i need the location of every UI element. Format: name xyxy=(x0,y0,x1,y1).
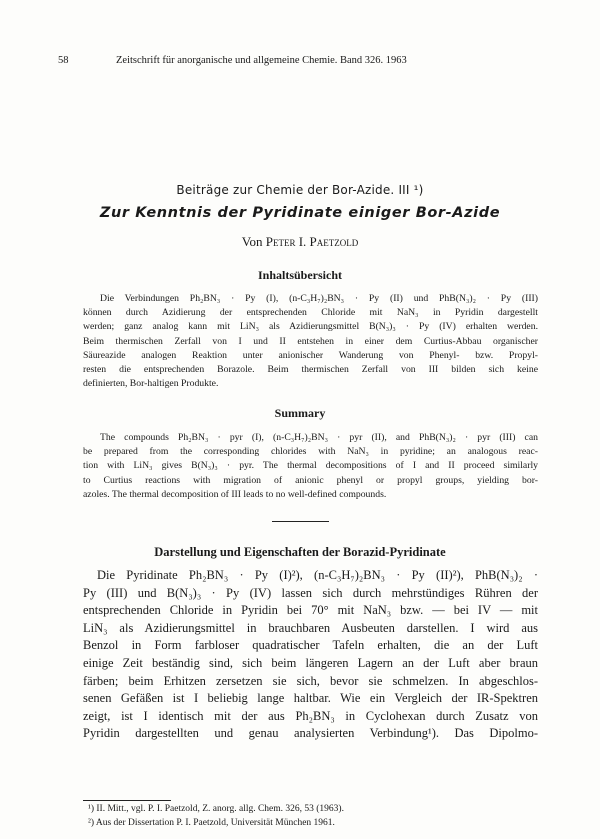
footnote-rule xyxy=(83,800,171,801)
section-heading: Darstellung und Eigenschaften der Borazid-Pyridinate xyxy=(154,545,446,559)
text-line: zeigt, ist I identisch mit der aus Ph₂BN₃ in Cyclohexan durch Zusatz von xyxy=(83,708,538,723)
footnote: ¹) II. Mitt., vgl. P. I. Paetzold, Z. anorg. allg. Chem. 326, 53 (1963). xyxy=(88,804,344,814)
text-line: senen Gefäßen ist I beliebig lange haltbar. Wie ein Vergleich der IR-Spektren xyxy=(83,691,538,706)
text-line: be prepared from the corresponding chlorides with NaN₃ in pyridine; an analogous reac- xyxy=(83,446,538,458)
text-line: azoles. The thermal decomposition of III leads to no well-defined compounds. xyxy=(83,488,387,500)
text-line: Pyridin dargestellten und genau analysierten Verbindung¹). Das Dipolmo- xyxy=(83,726,538,741)
text-line: Beim thermischen Zerfall von I und II entstehen in einer dem Curtius-Abbau organischer xyxy=(83,335,538,347)
text-line: The compounds Ph₂BN₃ · pyr (I), (n-C₃H₇)₂BN₃ · pyr (II), and PhB(N₃)₂ · pyr (III) can xyxy=(100,432,538,443)
text-line: to Curtius reactions with migration of anionic phenyl or propyl groups, yielding bor- xyxy=(83,474,538,486)
running-header xyxy=(58,55,543,69)
text-line: werden; ganz analog kann mit LiN₃ als Azidierungsmittel B(N₃)₃ · Py (IV) erhalten werden. xyxy=(83,321,538,333)
text-line: Die Pyridinate Ph₂BN₃ · Py (I)²), (n-C₃H₇)₂BN₃ · Py (II)²), PhB(N₃)₂ · xyxy=(97,568,538,582)
author-prefix: Von xyxy=(241,234,263,249)
section-body xyxy=(83,567,538,743)
footnote: ²) Aus der Dissertation P. I. Paetzold, Universität München 1961. xyxy=(88,817,335,828)
inhaltsuebersicht-heading: Inhaltsübersicht xyxy=(257,268,343,282)
inhaltsuebersicht-text xyxy=(83,292,538,391)
text-line: einige Zeit beständig sind, sich beim längeren Lagern an der Luft aber braun xyxy=(83,655,538,670)
page-number: 58 xyxy=(58,55,69,66)
summary-text xyxy=(83,431,538,502)
footnotes xyxy=(88,803,344,830)
article-title: Zur Kenntnis der Pyridinate einiger Bor-Azide xyxy=(99,205,501,221)
text-line: resten die entsprechenden Borazole. Beim thermischen Zerfall von III bilden sich keine xyxy=(83,364,538,376)
text-line: definierten, Bor-haltigen Produkte. xyxy=(83,378,219,390)
text-line: LiN₃ als Azidierungsmittel in brauchbaren Ausbeuten darstellen. I wird aus xyxy=(83,620,538,635)
author-line xyxy=(0,234,600,250)
text-line: entsprechenden Chloride in Pyridin bei 70° mit NaN₃ bzw. — bei IV — mit xyxy=(83,603,538,618)
text-line: färben; beim Erhitzen zersetzen sie sich, bevor sie schmelzen. In abgeschlos- xyxy=(83,673,538,688)
journal-title: Zeitschrift für anorganische und allgemeine Chemie. Band 326. 1963 xyxy=(116,55,407,66)
text-line: Py (III) und B(N₃)₃ · Py (IV) lassen sich durch mehrstündiges Rühren der xyxy=(83,585,538,600)
author-name: Peter I. Paetzold xyxy=(265,234,359,249)
text-line: Säureazide analogen Reaktion unter anionischer Wanderung von Phenyl- bzw. Propyl- xyxy=(83,349,538,361)
text-line: tion with LiN₃ gives B(N₃)₃ · pyr. The thermal decompositions of I and II proceed similarly xyxy=(83,460,538,472)
summary-heading: Summary xyxy=(274,406,326,420)
section-divider xyxy=(272,521,329,522)
text-line: Die Verbindungen Ph₂BN₃ · Py (I), (n-C₃H₇)₂BN₃ · Py (II) und PhB(N₃)₂ · Py (III) xyxy=(100,293,538,304)
series-title: Beiträge zur Chemie der Bor-Azide. III ¹) xyxy=(176,183,424,197)
text-line: können durch Azidierung der entsprechenden Chloride mit NaN₃ in Pyridin dargestellt xyxy=(83,307,538,319)
text-line: Benzol in Form farbloser quadratischer Tafeln erhalten, die an der Luft xyxy=(83,638,538,653)
